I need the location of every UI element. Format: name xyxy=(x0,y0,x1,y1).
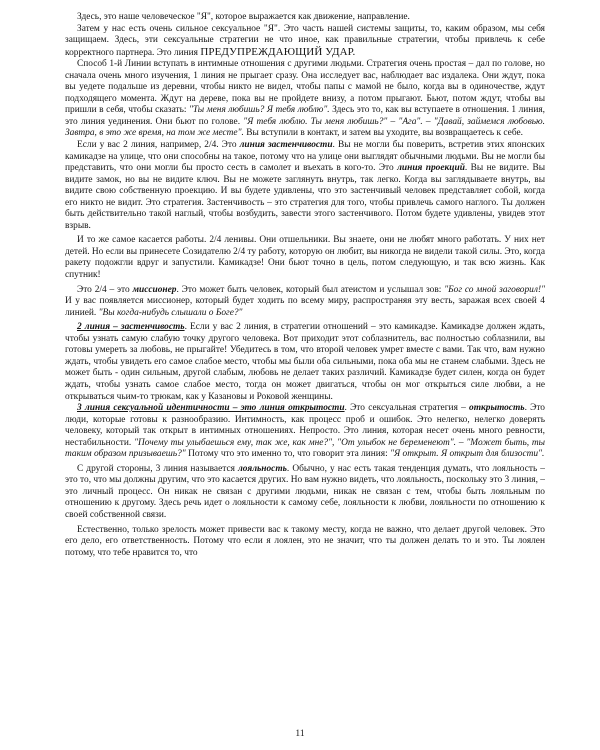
paragraph-10 xyxy=(65,525,545,560)
emphasis-run: "Почему ты улыбаешься ему, так же, как мне?", "От улыбок не беременеют". – "Может быть, ты таким образом призываешь?" xyxy=(65,437,545,460)
text-run: Способ 1-й Линии вступать в интимные отношения с другими людьми. Стратегия очень простая – дал по голове, но сначала очень много изучения, 1 линия не прыгает сразу. Она исследует вас, наблюдает вас издалека. Они ждут, пока вы уедете подальше из деревни, чтобы никто не видел, чтобы папы с мамой не было, когда вы в одиночестве, ждут подходящего момента. Ждут на дереве, пока вы не пройдете внизу, а потом прыгают. Бьют, потом ждут, чтобы вы пришли в себя, чтобы сказать: xyxy=(65,59,545,116)
text-run: . Это люди, которые готовы к разнообразию. Интимность, как процесс проб и ошибок. Это нелегко, нелегко доверять человеку, который так открыт в интимных отношениях. Непросто. Это линия, которая несет очень много ревности, нестабильности. xyxy=(65,403,545,448)
paragraph-5 xyxy=(65,235,545,281)
text-run: . Это может быть человек, который был атеистом и услышал зов: xyxy=(176,284,445,295)
emphasis-run: "Я открыт. Я открыт для близости". xyxy=(390,449,545,460)
emphasis-run: 2 линия – застенчивость xyxy=(77,322,185,333)
paragraph-6 xyxy=(65,285,545,320)
emphasis-run: "Ты меня любишь? Я тебя люблю". xyxy=(188,105,330,116)
text-run: С другой стороны, 3 линия называется xyxy=(77,463,238,474)
paragraph-7 xyxy=(65,322,545,403)
emphasis-run: линия проекций xyxy=(397,163,465,174)
emphasis-run: "Вы когда-нибудь слышали о Боге?" xyxy=(98,307,243,318)
text-run: . Это сексуальная стратегия – xyxy=(344,403,470,414)
emphasis-run: 3 линия сексуальной идентичности – это линия открытости xyxy=(77,403,345,414)
paragraph-2 xyxy=(65,24,545,60)
emphasis-run: "Я тебя люблю. Ты меня любишь?" – "Ага". – "Давай, займемся любовью. Завтра, в это же время, на том же месте". xyxy=(65,116,545,139)
text-run: Естественно, только зрелость может привести вас к такому месту, когда не важно, что делает другой человек. Это его дело, его ответственность. Потому что если я лоялен, это не значит, что ты должен делать то и это. Ты лоялен потому, что тебе нравится то, что xyxy=(65,524,545,558)
emphasis-run: ПРЕДУПРЕЖДАЮЩИЙ УДАР. xyxy=(200,45,356,58)
text-body xyxy=(65,12,545,559)
paragraph-1 xyxy=(65,12,545,24)
text-run: Потому что это именно то, что говорит эта линия: xyxy=(185,449,391,460)
text-run: . Вы не могли бы поверить, встретив этих японских камикадзе на улице, что они способны на такое, потому что на улице они выглядят обычными людьми. Вы не могли бы представить, что они могли бы просто сесть в самолет и въехать в кого-то. Это xyxy=(65,140,545,174)
text-run: Здесь, это наше человеческое "Я", которое выражается как движение, направление. xyxy=(77,12,410,22)
emphasis-run: "Бог со мной заговорил!" xyxy=(444,284,546,295)
text-run: Вы вступили в контакт, и затем вы уходите, вы возвращаетесь к себе. xyxy=(243,128,523,139)
emphasis-run: миссионер xyxy=(132,284,177,295)
paragraph-3 xyxy=(65,59,545,140)
text-run: Здесь это то, как вы вступаете в отношения. 1 линия, это линия уединения. Они бьют по голове. xyxy=(65,105,545,127)
paragraph-8 xyxy=(65,403,545,461)
text-run: Это 2/4 – это xyxy=(77,284,133,295)
paragraph-9 xyxy=(65,464,545,522)
text-run: Если у вас 2 линия, например, 2/4. Это xyxy=(77,140,240,151)
text-run: И у вас появляется миссионер, который будет ходить по всему миру, распространяя эту весть, заражая всех своей 4 линией. xyxy=(65,296,545,318)
text-run: . Если у вас 2 линия, в стратегии отношений – это камикадзе. Камикадзе должен ждать, чтобы узнать самую слабую точку другого человека. Вот приходит этот соблазнитель, вас полностью соблазнили, вы готовы умереть за любовь, не прыгайте! Убедитесь в том, что второй человек умрет вместе с вами. Так что, вам нужно ждать, чтобы увидеть его самое слабое место, чтобы мы были оба сильными, пока оба мы не станем слабыми. Здесь не может быть - один сильным, другой слабым, любовь не делает таких различий. Камикадзе будет силен, когда он будет ждать, чтобы узнать самое слабое место, тогда он может двигаться, чтобы он мог открыться силе любви, а не открываться чьим-то трюкам, как у Казановы и Роковой женщины. xyxy=(65,322,545,402)
page-number: 11 xyxy=(295,729,305,739)
text-run: Затем у нас есть очень сильное сексуальное "Я". Это часть нашей системы защиты, то, каким образом, мы себя защищаем. Здесь, эти сексуальные стратегии не что иное, как правильные стратегии, чтобы привлечь к себе корректного партнера. Это линия xyxy=(65,23,545,58)
emphasis-run: открытость xyxy=(469,403,525,414)
emphasis-run: линия застенчивости xyxy=(239,140,333,151)
text-run: . Вы не видите. Вы видите замок, но вы не видите ключ. Вы не можете заглянуть внутрь, так легко. Когда вы заглядываете внутрь, вы видите свою собственную проекцию. И вы будете удивлены, что это застенчивый человек представляет собой, когда его никто не видит. Это стратегия. Застенчивость – это стратегия для того, чтобы привлечь самого наглого. Ты должен быть действительно такой наглый, чтобы возбудить, завести этого застенчивого. Потом будете удивлены, увидев этот взрыв. xyxy=(65,163,545,231)
paragraph-4 xyxy=(65,140,545,232)
text-run: . Обычно, у нас есть такая тенденция думать, что лояльность – это то, что мы должны другим, что это касается других. Но вам нужно видеть, что лояльность, поскольку это 3 линия, – это личный процесс. Он никак не связан с другими людьми, никак не связан с тем, чтобы быть лояльным по отношению к другому. Здесь речь идет о лояльности к самому себе, лояльности к любви, лояльности по отношению к своей собственной связи. xyxy=(65,463,545,520)
emphasis-run: лояльность xyxy=(237,463,287,474)
text-run: И то же самое касается работы. 2/4 ленивы. Они отшельники. Вы знаете, они не любят много работать. У них нет детей. Но если вы принесете Созидателю 2/4 ту работу, которую он любит, вы никогда не видели такой силы. Это, когда ракету подожгли вдруг и запустили. Камикадзе! Они бьют точно в цель, потом следующую, и так всю жизнь. Как спутник! xyxy=(65,235,545,281)
